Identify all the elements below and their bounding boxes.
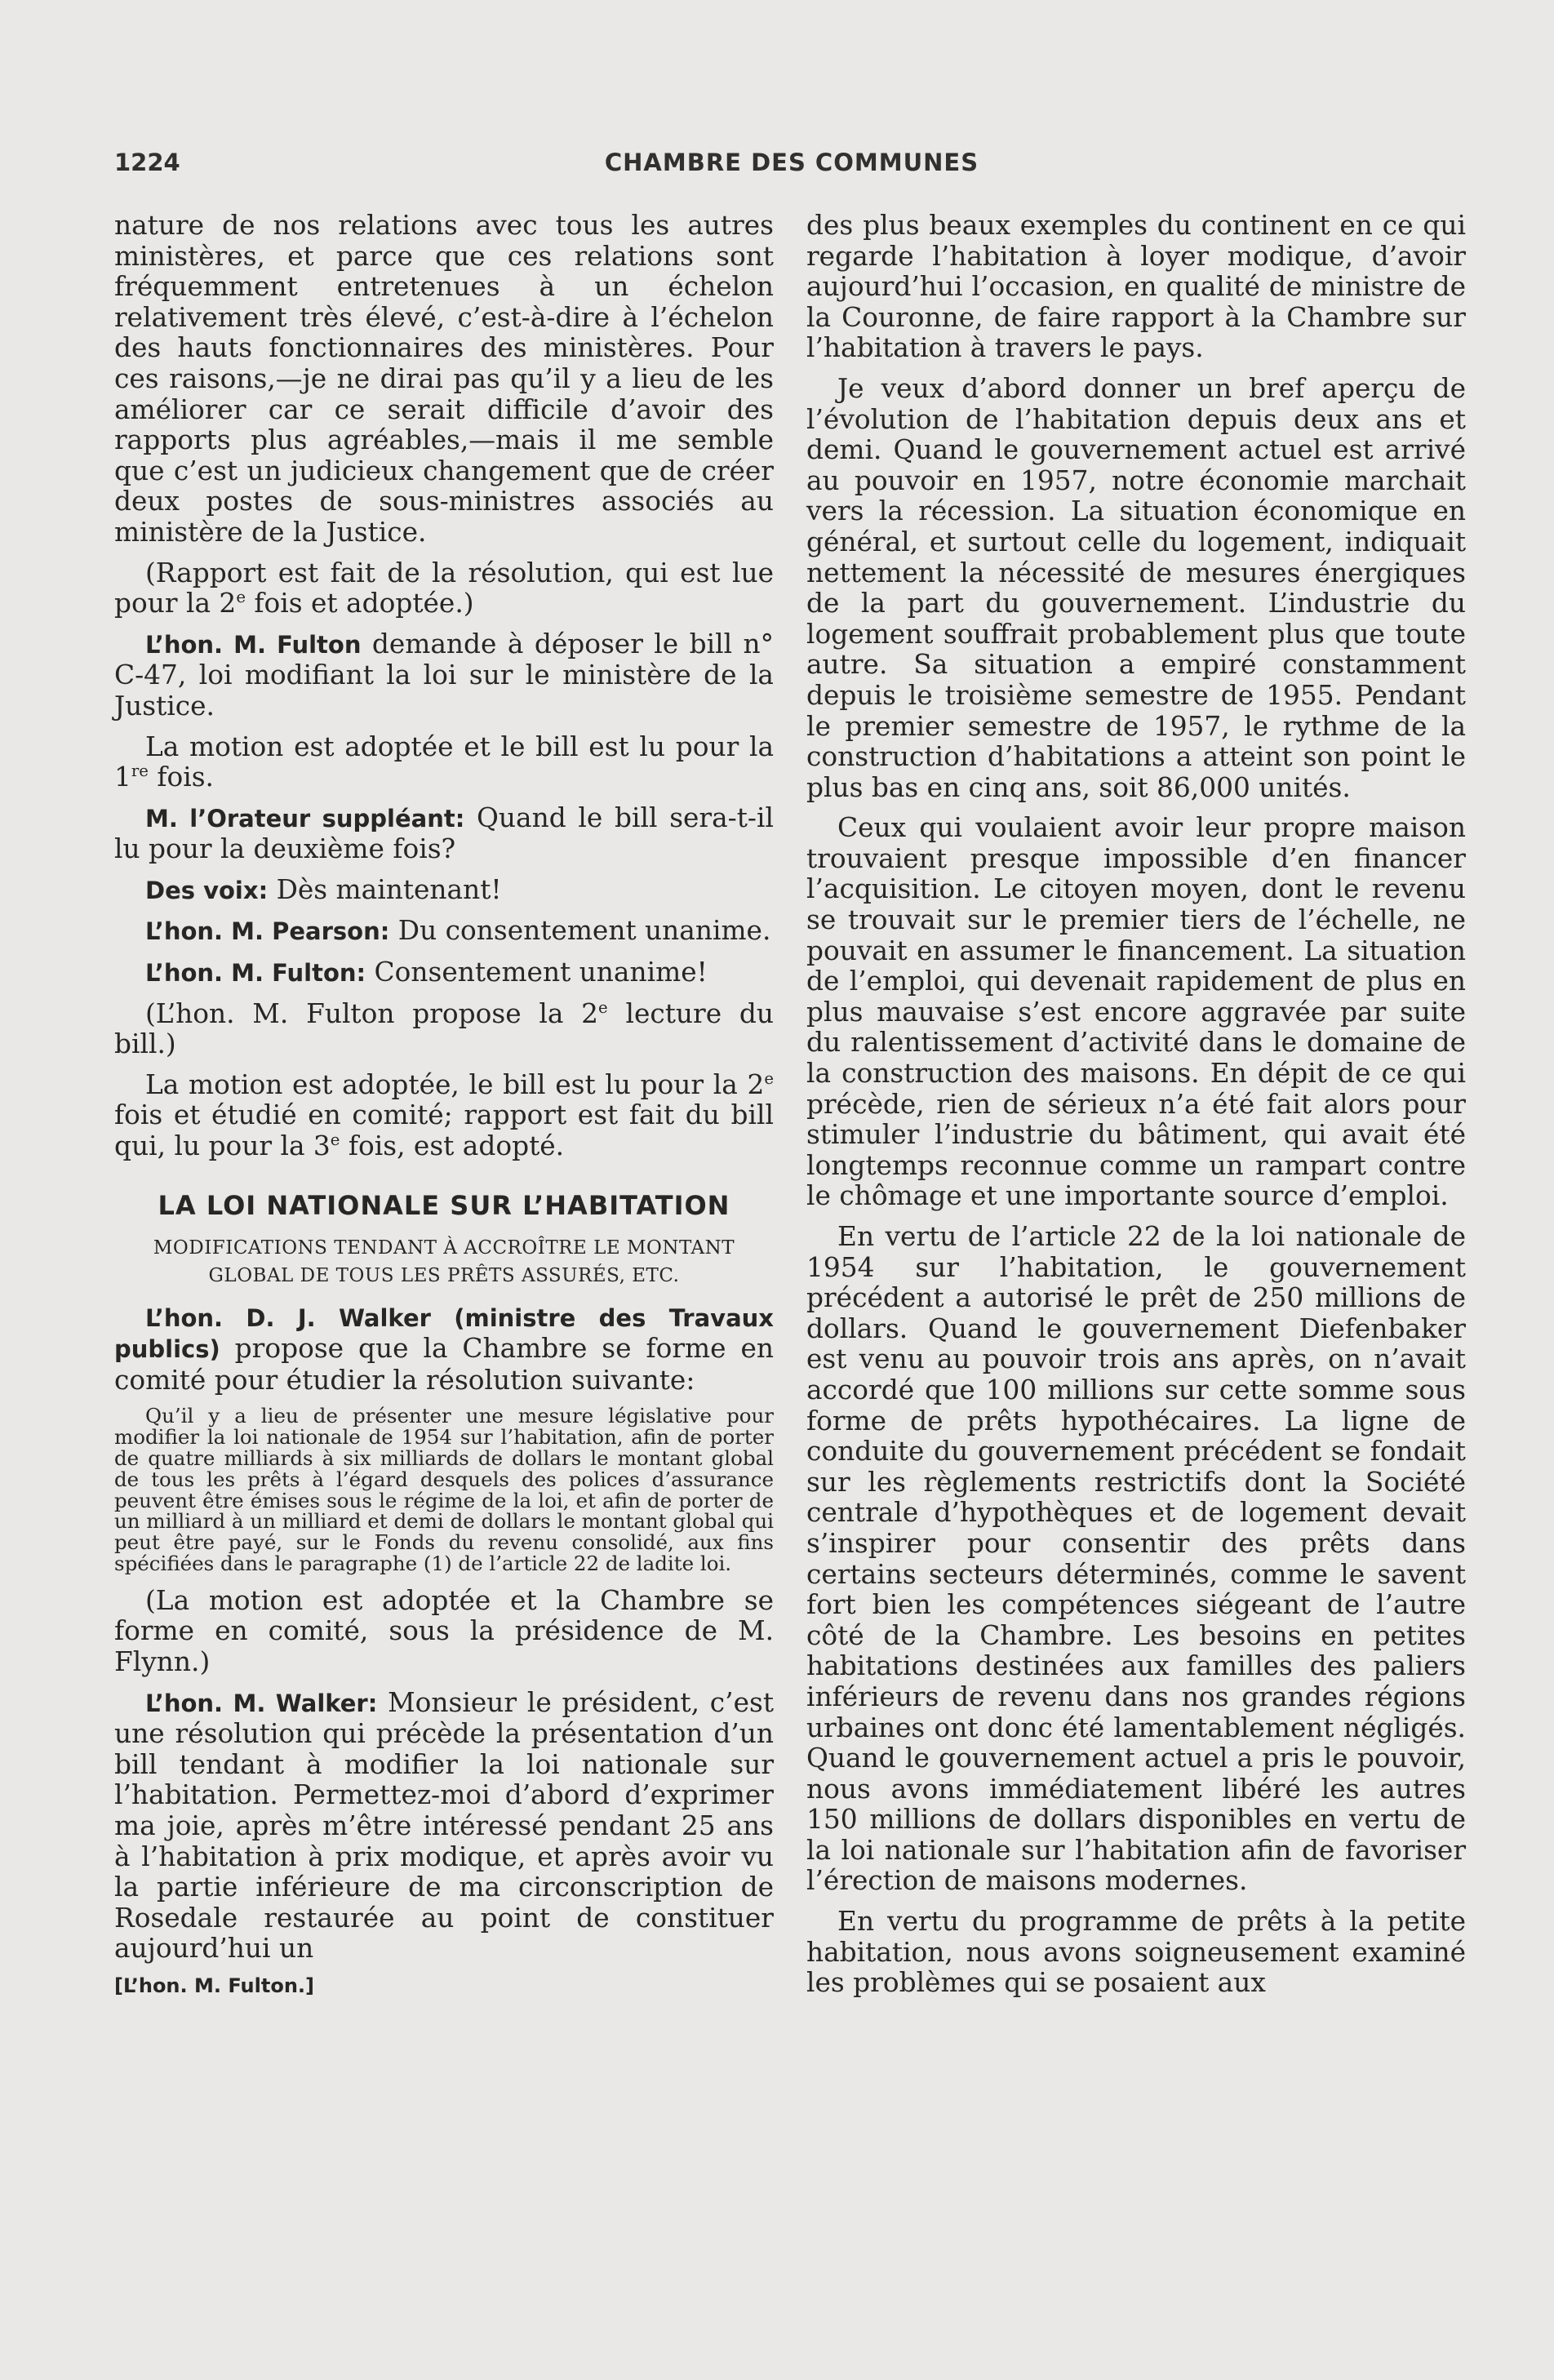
paragraph: Ceux qui voulaient avoir leur propre maison trouvaient presque impossible d’en financer l’acquisition. Le citoyen moyen, dont le revenu se trouvait sur le premier tiers de l’échelle, ne pouvait en assumer le financement. La situation de l’emploi, qui devenait rapidement de plus en plus mauvaise s’est encore aggravée par suite du ralentissement d’activité dans le domaine de la construction des maisons. En dépit de ce qui précède, rien de sérieux n’a été fait alors pour stimuler l’industrie du bâtiment, qui avait été longtemps reconnue comme un rampart contre le chômage et une importante source d’emploi. (806, 812, 1466, 1212)
page-number: 1224 (114, 149, 180, 176)
speech-paragraph (114, 1303, 774, 1396)
page-header (114, 149, 1469, 184)
speaker-name: L’hon. M. Walker: (145, 1689, 378, 1717)
left-column (114, 211, 774, 1997)
text: fois, est adopté. (340, 1130, 565, 1162)
superscript: e (236, 588, 246, 607)
paragraph (114, 558, 774, 619)
resolution-quote: Qu’il y a lieu de présenter une mesure législative pour modifier la loi nationale de 1954 sur l’habitation, afin de porter de quatre milliards à six milliards de dollars le montant global de tous les prêts à l’égard desquels des polices d’assurance peuvent être émises sous le régime de la loi, et afin de porter de un milliard à un milliard et demi de dollars le montant global qui peut être payé, sur le Fonds du revenu consolidé, aux fins spécifiées dans le paragraphe (1) de l’article 22 de ladite loi. (114, 1404, 774, 1575)
speech-text: Du consentement unanime. (389, 915, 771, 947)
speaker-name: M. l’Orateur suppléant: (145, 804, 465, 833)
running-title: CHAMBRE DES COMMUNES (604, 149, 979, 176)
text: (Rapport est fait de la résolution, qui est lue pour la 2 (114, 557, 774, 619)
superscript: e (764, 1068, 774, 1088)
speech-text: Monsieur le président, c’est une résolution qui précède la présentation d’un bill tendant à modifier la loi nationale sur l’habitation. Permettez-moi d’abord d’exprimer ma joie, après m’être intéressé pendant 25 ans à l’habitation à prix modique, et après avoir vu la partie inférieure de ma circonscription de Rosedale restaurée au point de constituer aujourd’hui un (114, 1686, 775, 1965)
text: La motion est adoptée, le bill est lu pour la 2 (145, 1068, 765, 1100)
paragraph (114, 999, 774, 1060)
paragraph: En vertu du programme de prêts à la petite habitation, nous avons soigneusement examiné les problèmes qui se posaient aux (806, 1906, 1466, 1999)
speech-paragraph (114, 957, 774, 989)
speaker-name: L’hon. M. Pearson: (145, 917, 390, 946)
paragraph: des plus beaux exemples du continent en ce qui regarde l’habitation à loyer modique, d’avoir aujourd’hui l’occasion, en qualité de ministre de la Couronne, de faire rapport à la Chambre sur l’habitation à travers le pays. (806, 210, 1466, 364)
speech-paragraph (114, 803, 774, 865)
speaker-name: Des voix: (145, 876, 269, 904)
paragraph (114, 732, 774, 793)
speech-text: propose que la Chambre se forme en comité pour étudier la résolution suivante: (114, 1333, 774, 1396)
speaker-name: L’hon. D. J. Walker (ministre des Travaux publics) (114, 1303, 774, 1364)
text: (L’hon. M. Fulton propose la 2 (145, 997, 599, 1029)
superscript: e (330, 1130, 340, 1150)
text: fois. (148, 762, 214, 793)
section-heading: LA LOI NATIONALE SUR L’HABITATION (158, 1189, 730, 1221)
speech-paragraph (114, 916, 774, 948)
right-column (806, 211, 1466, 2009)
paragraph: (La motion est adoptée et la Chambre se forme en comité, sous la présidence de M. Flynn.) (114, 1584, 774, 1677)
paragraph (114, 1070, 774, 1162)
speaker-name: L’hon. M. Fulton: (145, 959, 366, 988)
speech-text: demande à déposer le bill n° C-47, loi modifiant la loi sur le ministère de la Justice. (114, 628, 774, 722)
speech-text: Consentement unanime! (366, 957, 708, 988)
superscript: e (598, 997, 608, 1017)
speech-paragraph (114, 1688, 774, 1965)
text: La motion est adoptée et le bill est lu pour la 1 (114, 730, 774, 793)
speech-text: Dès maintenant! (268, 873, 502, 905)
paragraph: En vertu de l’article 22 de la loi nationale de 1954 sur l’habitation, le gouvernement précédent a autorisé le prêt de 250 millions de dollars. Quand le gouvernement Diefenbaker est venu au pouvoir trois ans après, on n’avait accordé que 100 millions sur cette somme sous forme de prêts hypothécaires. La ligne de conduite du gouvernement précédent se fondait sur les règlements restrictifs dont la Société centrale d’hypothèques et de logement devait s’inspirer pour consentir des prêts dans certains secteurs déterminés, comme le savent fort bien les compétences siégeant de l’autre côté de la Chambre. Les besoins en petites habitations destinées aux familles des paliers inférieurs de revenu dans nos grandes régions urbaines ont donc été lamentablement négligés. Quand le gouvernement actuel a pris le pouvoir, nous avons immédiatement libéré les autres 150 millions de dollars disponibles en vertu de la loi nationale sur l’habitation afin de favoriser l’érection de maisons modernes. (806, 1221, 1466, 1897)
superscript: re (131, 762, 149, 781)
speech-text: Quand le bill sera-t-il lu pour la deuxième fois? (114, 801, 774, 865)
text: lecture du bill.) (114, 997, 774, 1060)
speech-paragraph (114, 875, 774, 907)
page-footer: [L’hon. M. Fulton.] (114, 1974, 314, 1997)
paragraph: nature de nos relations avec tous les autres ministères, et parce que ces relations sont fréquemment entretenues à un échelon relativement très élevé, c’est-à-dire à l’échelon des hauts fonctionnaires des ministères. Pour ces raisons,—je ne dirai pas qu’il y a lieu de les améliorer car ce serait difficile d’avoir des rapports plus agréables,—mais il me semble que c’est un judicieux changement que de créer deux postes de sous-ministres associés au ministère de la Justice. (114, 210, 774, 548)
section-subheading: MODIFICATIONS TENDANT À ACCROÎTRE LE MONTANT GLOBAL DE TOUS LES PRÊTS ASSURÉS, ETC. (153, 1237, 735, 1286)
speech-paragraph (114, 629, 774, 722)
text: fois et étudié en comité; rapport est fait du bill qui, lu pour la 3 (114, 1099, 774, 1162)
paragraph: Je veux d’abord donner un bref aperçu de l’évolution de l’habitation depuis deux ans et demi. Quand le gouvernement actuel est arrivé au pouvoir en 1957, notre économie marchait vers la récession. La situation économique en général, et surtout celle du logement, indiquait nettement la nécessité de mesures énergiques de la part du gouvernement. L’industrie du logement souffrait probablement plus que toute autre. Sa situation a empiré constamment depuis le troisième semestre de 1955. Pendant le premier semestre de 1957, le rythme de la construction d’habitations a atteint son point le plus bas en cinq ans, soit 86,000 unités. (806, 372, 1466, 803)
speaker-name: L’hon. M. Fulton (145, 630, 362, 659)
text: fois et adoptée.) (245, 588, 474, 619)
